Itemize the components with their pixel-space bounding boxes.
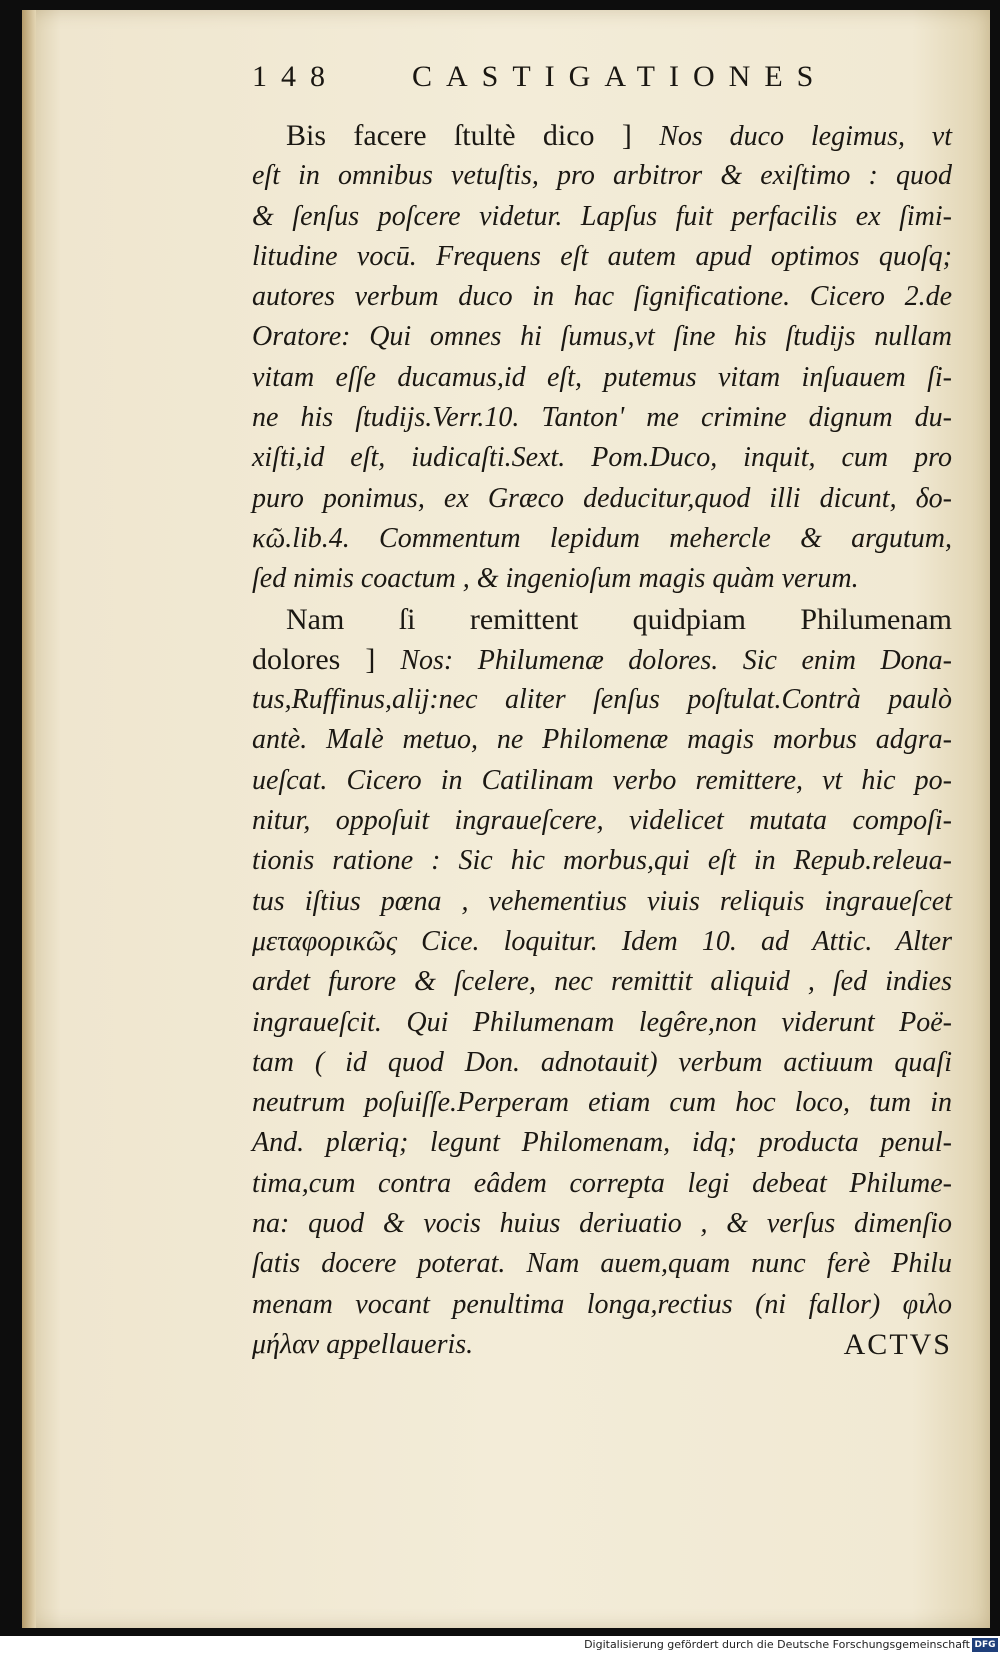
text-line — [252, 317, 952, 357]
lemma: Bis facere ſtultè dico ] — [286, 119, 660, 152]
line-text: tam ( id quod Don. adnotauit) verbum actiuum quaſi — [252, 1046, 952, 1078]
text-line — [252, 1244, 952, 1284]
text-line — [252, 1285, 952, 1325]
text-line — [252, 358, 952, 398]
text-line — [252, 156, 952, 196]
text-line — [252, 559, 952, 599]
text-line — [252, 277, 952, 317]
text-line — [252, 1325, 952, 1365]
line-text: And. plæriq; legunt Philomenam, idq; producta penul- — [252, 1127, 952, 1159]
text-line — [252, 519, 952, 559]
line-text: antè. Malè metuo, ne Philomenæ magis morbus adgra- — [252, 724, 952, 756]
line-text: Oratore: Qui omnes hi ſumus,vt ſine his ſtudijs nullam — [252, 321, 952, 353]
line-text: eſt in omnibus vetuſtis, pro arbitror & exiſtimo : quod — [252, 160, 952, 192]
line-text: menam vocant penultima longa,rectius (ni fallor) φιλο — [252, 1288, 952, 1320]
line-text: tima,cum contra eâdem correpta legi debeat Philume- — [252, 1167, 952, 1199]
text-line — [252, 922, 952, 962]
text-line — [252, 1204, 952, 1244]
running-title: CASTIGATIONES — [412, 60, 828, 93]
text-line — [252, 1043, 952, 1083]
line-text: neutrum poſuiſſe.Perperam etiam cum hoc loco, tum in — [252, 1087, 952, 1119]
text-line — [252, 398, 952, 438]
text-line — [252, 237, 952, 277]
text-line — [252, 680, 952, 720]
line-text: tionis ratione : Sic hic morbus,qui eſt in Repub.releua- — [252, 845, 952, 877]
text-line — [252, 479, 952, 519]
line-text: ne his ſtudijs.Verr.10. Tanton' me crimine dignum du- — [252, 402, 952, 434]
text-line — [252, 841, 952, 881]
digitization-credit: Digitalisierung gefördert durch die Deutsche Forschungsgemeinschaft — [584, 1638, 970, 1651]
text-line — [252, 882, 952, 922]
text-line — [252, 1003, 952, 1043]
body-text — [252, 116, 952, 1365]
line-text: vitam eſſe ducamus,id eſt, putemus vitam inſuauem ſi- — [252, 361, 952, 393]
page-gutter-edge — [22, 10, 36, 1628]
line-text: ardet furore & ſcelere, nec remittit aliquid , ſed indies — [252, 966, 952, 998]
line-text: tus iſtius pœna , vehementius viuis reliquis ingraueſcet — [252, 885, 952, 917]
text-line — [252, 1123, 952, 1163]
line-text: ueſcat. Cicero in Catilinam verbo remittere, vt hic po- — [252, 764, 952, 796]
text-line — [252, 1164, 952, 1204]
dfg-logo: DFG — [972, 1638, 998, 1652]
text-line — [252, 720, 952, 760]
line-text: tus,Ruffinus,alij:nec aliter ſenſus poſtulat.Contrà paulò — [252, 684, 952, 716]
line-text: nitur, oppoſuit ingraueſcere, videlicet mutata compoſi- — [252, 805, 952, 837]
text-line — [252, 197, 952, 237]
line-text: μήλαν appellaueris. — [252, 1328, 474, 1360]
line-text: & ſenſus poſcere videtur. Lapſus fuit perfacilis ex ſimi- — [252, 200, 952, 232]
text-line — [252, 640, 952, 680]
line-text: autores verbum duco in hac ſignificatione. Cicero 2.de — [252, 281, 952, 313]
footer-bar — [0, 1636, 1000, 1656]
line-text: ſed nimis coactum , & ingenioſum magis quàm verum. — [252, 563, 859, 595]
running-header — [252, 60, 862, 100]
line-text: Nos duco legimus, vt — [659, 121, 952, 152]
page-number: 148 — [252, 60, 339, 93]
lemma: dolores ] — [252, 642, 401, 676]
line-text: μεταφορικῶς Cice. loquitur. Idem 10. ad Attic. Alter — [252, 925, 952, 957]
line-text: na: quod & vocis huius deriuatio , & verſus dimenſio — [252, 1208, 952, 1240]
line-text: Nos: Philumenæ dolores. Sic enim Dona- — [400, 644, 952, 676]
text-line — [252, 1083, 952, 1123]
text-line — [252, 600, 952, 640]
line-text: ſatis docere poterat. Nam auem,quam nunc ferè Philu — [252, 1248, 952, 1280]
line-text: ingraueſcit. Qui Philumenam legêre,non viderunt Poë- — [252, 1006, 952, 1038]
line-text: litudine vocū. Frequens eſt autem apud optimos quoſq; — [252, 240, 952, 272]
text-line — [252, 116, 952, 156]
lemma: Nam ſi remittent quidpiam Philumenam — [286, 602, 952, 636]
text-line — [252, 801, 952, 841]
catchword: ACTVS — [843, 1327, 952, 1361]
line-text: κῶ.lib.4. Commentum lepidum mehercle & argutum, — [252, 522, 952, 554]
line-text: puro ponimus, ex Græco deducitur,quod illi dicunt, δο- — [252, 482, 952, 514]
line-text: xiſti,id eſt, iudicaſti.Sext. Pom.Duco, inquit, cum pro — [252, 442, 952, 474]
text-line — [252, 761, 952, 801]
text-line — [252, 962, 952, 1002]
text-line — [252, 438, 952, 478]
